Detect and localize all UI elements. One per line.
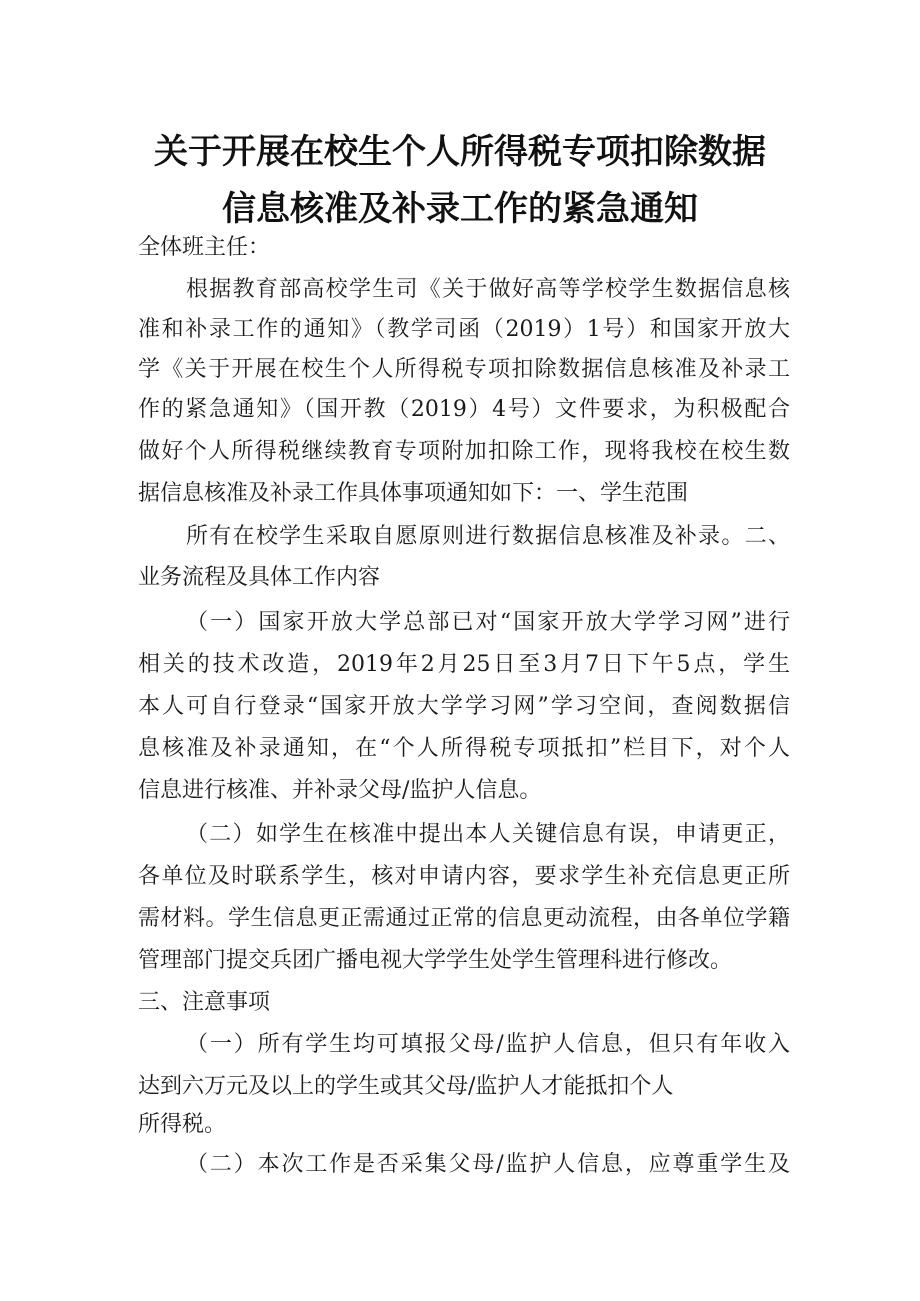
paragraph-line: 信息进行核准、并补录父母/监护人信息。 — [138, 778, 542, 803]
paragraph-line: 需材料。学生信息更正需通过正常的信息更动流程，由各单位学籍 — [138, 906, 790, 931]
paragraph-line: 达到六万元及以上的学生或其父母/监护人才能抵扣个人 — [138, 1074, 674, 1099]
paragraph-line: 据信息核准及补录工作具体事项通知如下：一、学生范围 — [138, 481, 689, 506]
paragraph-line: （一）国家开放大学总部已对“国家开放大学学习网”进行 — [186, 610, 790, 635]
paragraph-line: 所有在校学生采取自愿原则进行数据信息核准及补录。二、 — [186, 524, 790, 549]
section-heading: 业务流程及具体工作内容 — [138, 565, 381, 590]
section-heading: 三、注意事项 — [138, 990, 271, 1015]
paragraph-line: （二）本次工作是否采集父母/监护人信息，应尊重学生及 — [186, 1152, 790, 1177]
paragraph-line: 相关的技术改造，2019年2月25日至3月7日下午5点，学生 — [138, 652, 790, 677]
paragraph-line: （二）如学生在核准中提出本人关键信息有误，申请更正， — [186, 822, 790, 847]
paragraph-line: （一）所有学生均可填报父母/监护人信息，但只有年收入 — [186, 1032, 790, 1057]
title-line-1: 关于开展在校生个人所得税专项扣除数据 — [154, 132, 766, 172]
paragraph-line: 各单位及时联系学生，核对申请内容，要求学生补充信息更正所 — [138, 864, 790, 889]
paragraph-line: 作的紧急通知》（国开教（2019）4号）文件要求，为积极配合 — [138, 397, 790, 422]
title-line-2: 信息核准及补录工作的紧急通知 — [222, 189, 698, 229]
salutation: 全体班主任： — [138, 235, 271, 260]
paragraph-line: 做好个人所得税继续教育专项附加扣除工作，现将我校在校生数 — [138, 439, 790, 464]
paragraph-line: 本人可自行登录“国家开放大学学习网”学习空间，查阅数据信 — [138, 694, 790, 719]
paragraph-line: 所得税。 — [138, 1112, 227, 1137]
paragraph-line: 学《关于开展在校生个人所得税专项扣除数据信息核准及补录工 — [138, 357, 790, 382]
paragraph-line: 准和补录工作的通知》（教学司函（2019）1号）和国家开放大 — [138, 317, 790, 342]
paragraph-line: 管理部门提交兵团广播电视大学学生处学生管理科进行修改。 — [138, 948, 733, 973]
paragraph-line: 息核准及补录通知，在“个人所得税专项抵扣”栏目下，对个人 — [138, 736, 790, 761]
paragraph-line: 根据教育部高校学生司《关于做好高等学校学生数据信息核 — [186, 277, 790, 302]
